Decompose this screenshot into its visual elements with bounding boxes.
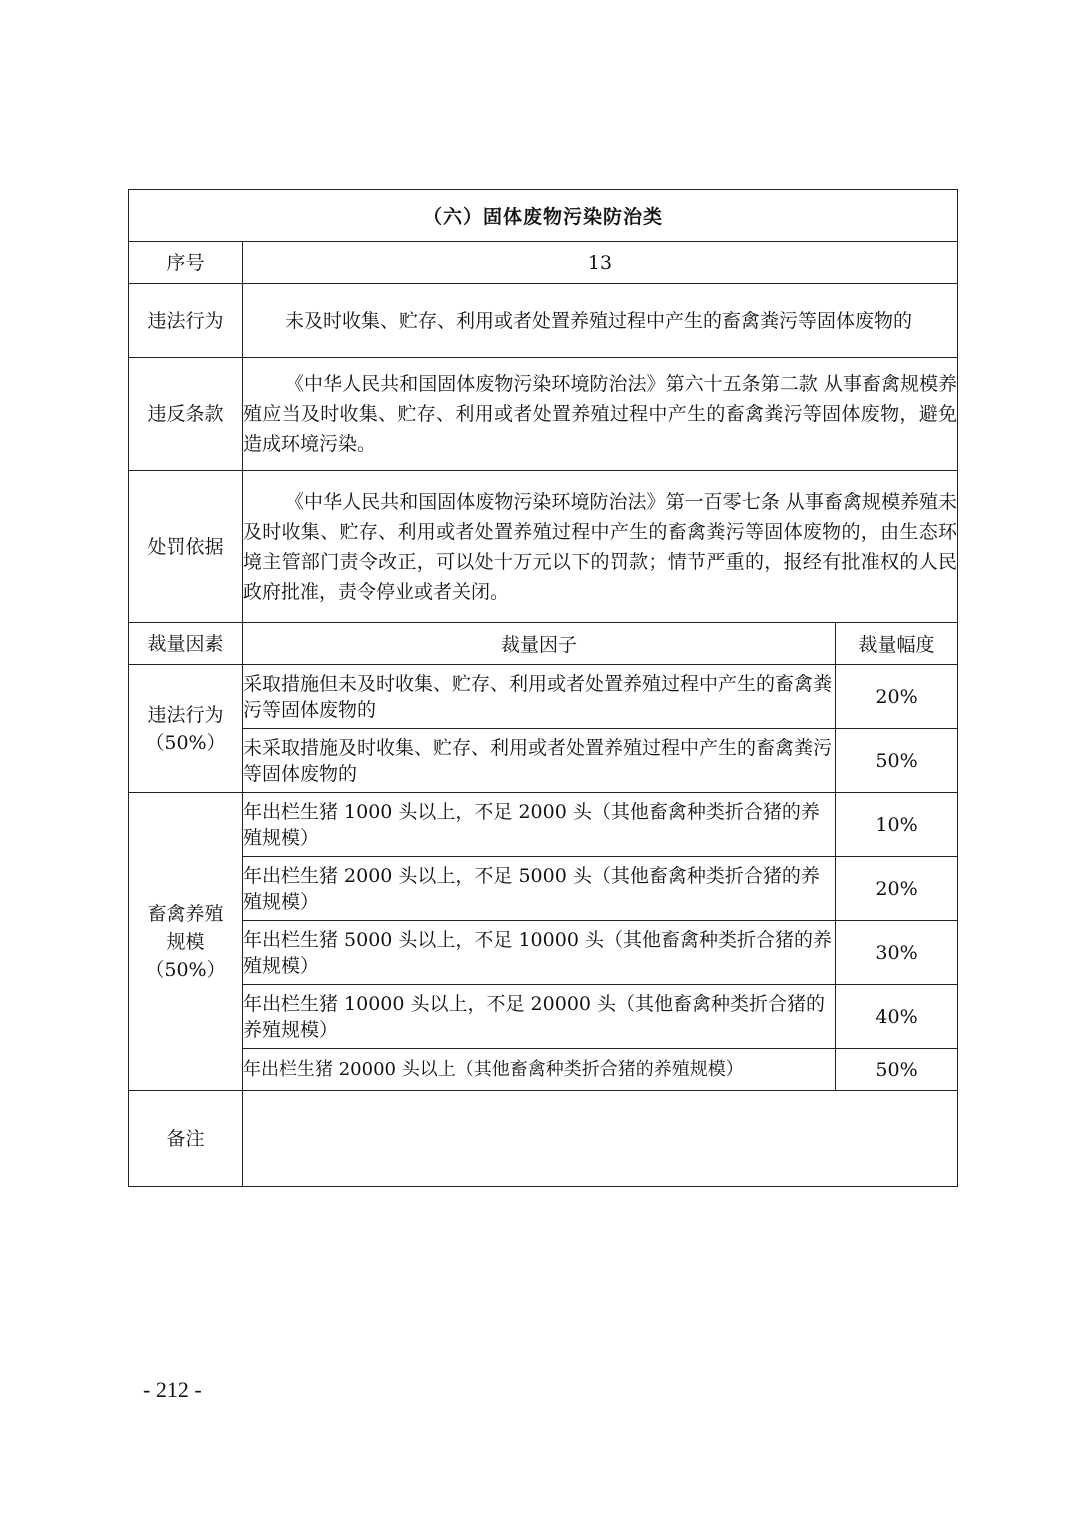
factor-element-header: 裁量因素 — [129, 623, 243, 665]
range-value: 20% — [836, 665, 958, 729]
section-title: （六）固体废物污染防治类 — [129, 190, 958, 242]
range-header: 裁量幅度 — [836, 623, 958, 665]
group-label-line: （50%） — [145, 958, 226, 981]
remarks-label: 备注 — [129, 1091, 243, 1187]
factor-row — [129, 985, 958, 1049]
clause-text: 《中华人民共和国固体废物污染环境防治法》第六十五条第二款 从事畜禽规模养殖应当及时收集、贮存、利用或者处置养殖过程中产生的畜禽粪污等固体废物，避免造成环境污染。 — [243, 373, 958, 455]
factor-text: 年出栏生猪 10000 头以上，不足 20000 头（其他畜禽种类折合猪的养殖规模） — [243, 985, 836, 1049]
group-label-line: 违法行为 — [147, 703, 224, 726]
range-value: 30% — [836, 921, 958, 985]
range-value: 10% — [836, 793, 958, 857]
clause-label: 违反条款 — [129, 358, 243, 471]
violation-cell — [243, 284, 958, 358]
factor-text: 采取措施但未及时收集、贮存、利用或者处置养殖过程中产生的畜禽粪污等固体废物的 — [243, 665, 836, 729]
title-row — [129, 190, 958, 242]
range-value: 50% — [836, 729, 958, 793]
clause-row — [129, 358, 958, 471]
range-value: 20% — [836, 857, 958, 921]
factor-text: 年出栏生猪 5000 头以上，不足 10000 头（其他畜禽种类折合猪的养殖规模） — [243, 921, 836, 985]
factor-row — [129, 729, 958, 793]
number-row — [129, 242, 958, 284]
number-value: 13 — [243, 242, 958, 284]
penalty-table — [128, 189, 958, 1187]
range-value: 40% — [836, 985, 958, 1049]
group-label-violation — [129, 665, 243, 793]
clause-cell — [243, 358, 958, 471]
factor-text: 年出栏生猪 20000 头以上（其他畜禽种类折合猪的养殖规模） — [243, 1049, 836, 1091]
remarks-row — [129, 1091, 958, 1187]
violation-text: 未及时收集、贮存、利用或者处置养殖过程中产生的畜禽粪污等固体废物的 — [285, 309, 913, 332]
page-number: - 212 - — [143, 1377, 202, 1402]
group-label-scale — [129, 793, 243, 1091]
basis-row — [129, 471, 958, 623]
basis-label: 处罚依据 — [129, 471, 243, 623]
factor-text: 年出栏生猪 1000 头以上，不足 2000 头（其他畜禽种类折合猪的养殖规模） — [243, 793, 836, 857]
factor-row — [129, 1049, 958, 1091]
group-label-line: （50%） — [145, 731, 226, 754]
factor-row — [129, 857, 958, 921]
number-label: 序号 — [129, 242, 243, 284]
range-value: 50% — [836, 1049, 958, 1091]
violation-row — [129, 284, 958, 358]
remarks-value — [243, 1091, 958, 1187]
factor-text: 年出栏生猪 2000 头以上，不足 5000 头（其他畜禽种类折合猪的养殖规模） — [243, 857, 836, 921]
factor-row — [129, 793, 958, 857]
factor-text: 未采取措施及时收集、贮存、利用或者处置养殖过程中产生的畜禽粪污等固体废物的 — [243, 729, 836, 793]
basis-cell — [243, 471, 958, 623]
group-label-line: 畜禽养殖 — [147, 902, 224, 925]
basis-text: 《中华人民共和国固体废物污染环境防治法》第一百零七条 从事畜禽规模养殖未及时收集、贮存、利用或者处置养殖过程中产生的畜禽粪污等固体废物的，由生态环境主管部门责令改正，可以处十万元以下的罚款；情节严重的，报经有批准权的人民政府批准，责令停业或者关闭。 — [243, 490, 958, 603]
factor-row — [129, 665, 958, 729]
factor-header: 裁量因子 — [243, 623, 836, 665]
group-label-line: 规模 — [166, 930, 205, 953]
discretion-header-row — [129, 623, 958, 665]
violation-label: 违法行为 — [129, 284, 243, 358]
factor-row — [129, 921, 958, 985]
